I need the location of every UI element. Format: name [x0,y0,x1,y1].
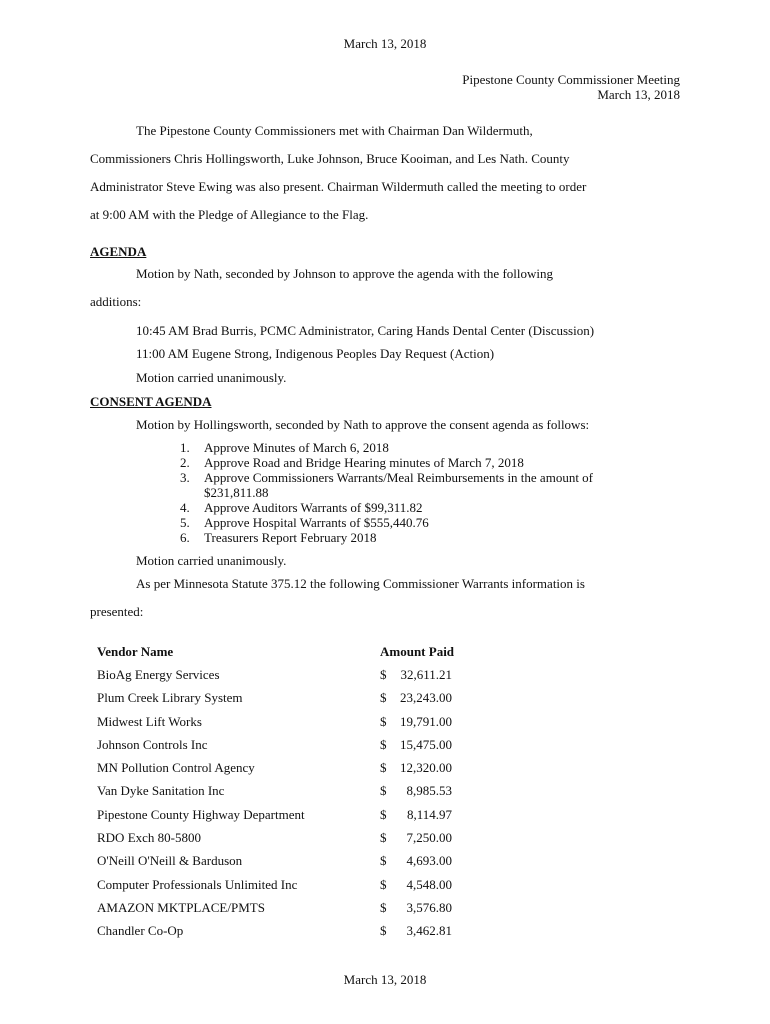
amount-cell: $ 12,320.00 [380,760,452,776]
amount-cell: $ 4,548.00 [380,876,452,892]
vendor-cell: AMAZON MKTPLACE/PMTS [97,899,265,915]
amount-cell: $ 32,611.21 [380,666,452,682]
list-item: 6. Treasurers Report February 2018 [180,530,377,545]
vendor-cell: Midwest Lift Works [97,713,202,729]
agenda-motion-line: additions: [90,294,142,309]
table-header-row [97,640,500,663]
consent-result: Motion carried unanimously. [136,553,287,568]
intro-line: at 9:00 AM with the Pledge of Allegiance to the Flag. [90,207,369,222]
statute-line: As per Minnesota Statute 375.12 the following Commissioner Warrants information is [136,576,585,591]
vendor-cell: O'Neill O'Neill & Barduson [97,853,243,869]
list-item: 2. Approve Road and Bridge Hearing minutes of March 7, 2018 [180,455,524,470]
table-row [97,873,500,896]
table-row [97,780,500,803]
intro-line: The Pipestone County Commissioners met with Chairman Dan Wildermuth, [136,123,533,138]
vendor-cell: BioAg Energy Services [97,666,220,682]
table-row [97,756,500,779]
consent-items-list [180,440,670,545]
amount-cell: $ 7,250.00 [380,830,452,846]
agenda-result: Motion carried unanimously. [136,370,287,385]
agenda-addition: 11:00 AM Eugene Strong, Indigenous Peoples Day Request (Action) [136,346,495,361]
amount-paid-header: Amount Paid [380,643,455,659]
vendor-cell: MN Pollution Control Agency [97,760,255,776]
amount-cell: $ 23,243.00 [380,690,452,706]
list-item: 3. Approve Commissioners Warrants/Meal Reimbursements in the amount of $231,811.88 [180,470,594,500]
amount-cell: $ 8,985.53 [380,783,452,799]
footer-date: March 13, 2018 [343,972,427,987]
vendor-name-header: Vendor Name [97,643,174,659]
amount-cell: $ 3,462.81 [380,923,452,939]
warrants-table [97,640,500,943]
intro-line: Administrator Steve Ewing was also present. Chairman Wildermuth called the meeting to order [90,179,587,194]
amount-cell: $ 4,693.00 [380,853,452,869]
vendor-cell: Van Dyke Sanitation Inc [97,783,225,799]
amount-cell: $ 8,114.97 [380,806,452,822]
amount-cell: $ 19,791.00 [380,713,452,729]
agenda-addition: 10:45 AM Brad Burris, PCMC Administrator, Caring Hands Dental Center (Discussion) [136,323,595,338]
table-row [97,663,500,686]
agenda-motion-line: Motion by Nath, seconded by Johnson to approve the agenda with the following [136,266,554,281]
statute-line: presented: [90,604,144,619]
consent-agenda-heading: CONSENT AGENDA [90,394,212,409]
agenda-heading: AGENDA [90,244,147,259]
meeting-date: March 13, 2018 [597,87,680,102]
table-row [97,850,500,873]
amount-cell: $ 3,576.80 [380,899,452,915]
vendor-cell: Plum Creek Library System [97,690,243,706]
consent-motion: Motion by Hollingsworth, seconded by Nath to approve the consent agenda as follows: [136,417,590,432]
table-row [97,687,500,710]
vendor-cell: Johnson Controls Inc [97,736,208,752]
list-item: 4. Approve Auditors Warrants of $99,311.82 [180,500,423,515]
intro-line: Commissioners Chris Hollingsworth, Luke Johnson, Bruce Kooiman, and Les Nath. County [90,151,570,166]
table-row [97,803,500,826]
table-row [97,920,500,943]
vendor-cell: Chandler Co-Op [97,923,184,939]
list-item: 1. Approve Minutes of March 6, 2018 [180,440,389,455]
statute-paragraph [90,570,690,626]
table-row [97,826,500,849]
vendor-cell: Pipestone County Highway Department [97,806,305,822]
agenda-motion [90,260,690,316]
vendor-cell: Computer Professionals Unlimited Inc [97,876,298,892]
intro-paragraph [90,117,690,229]
table-row [97,896,500,919]
table-row [97,710,500,733]
table-row [97,733,500,756]
meeting-title: Pipestone County Commissioner Meeting [462,72,680,87]
amount-cell: $ 15,475.00 [380,736,452,752]
list-item: 5. Approve Hospital Warrants of $555,440.76 [180,515,429,530]
header-date: March 13, 2018 [343,36,427,51]
vendor-cell: RDO Exch 80-5800 [97,830,201,846]
